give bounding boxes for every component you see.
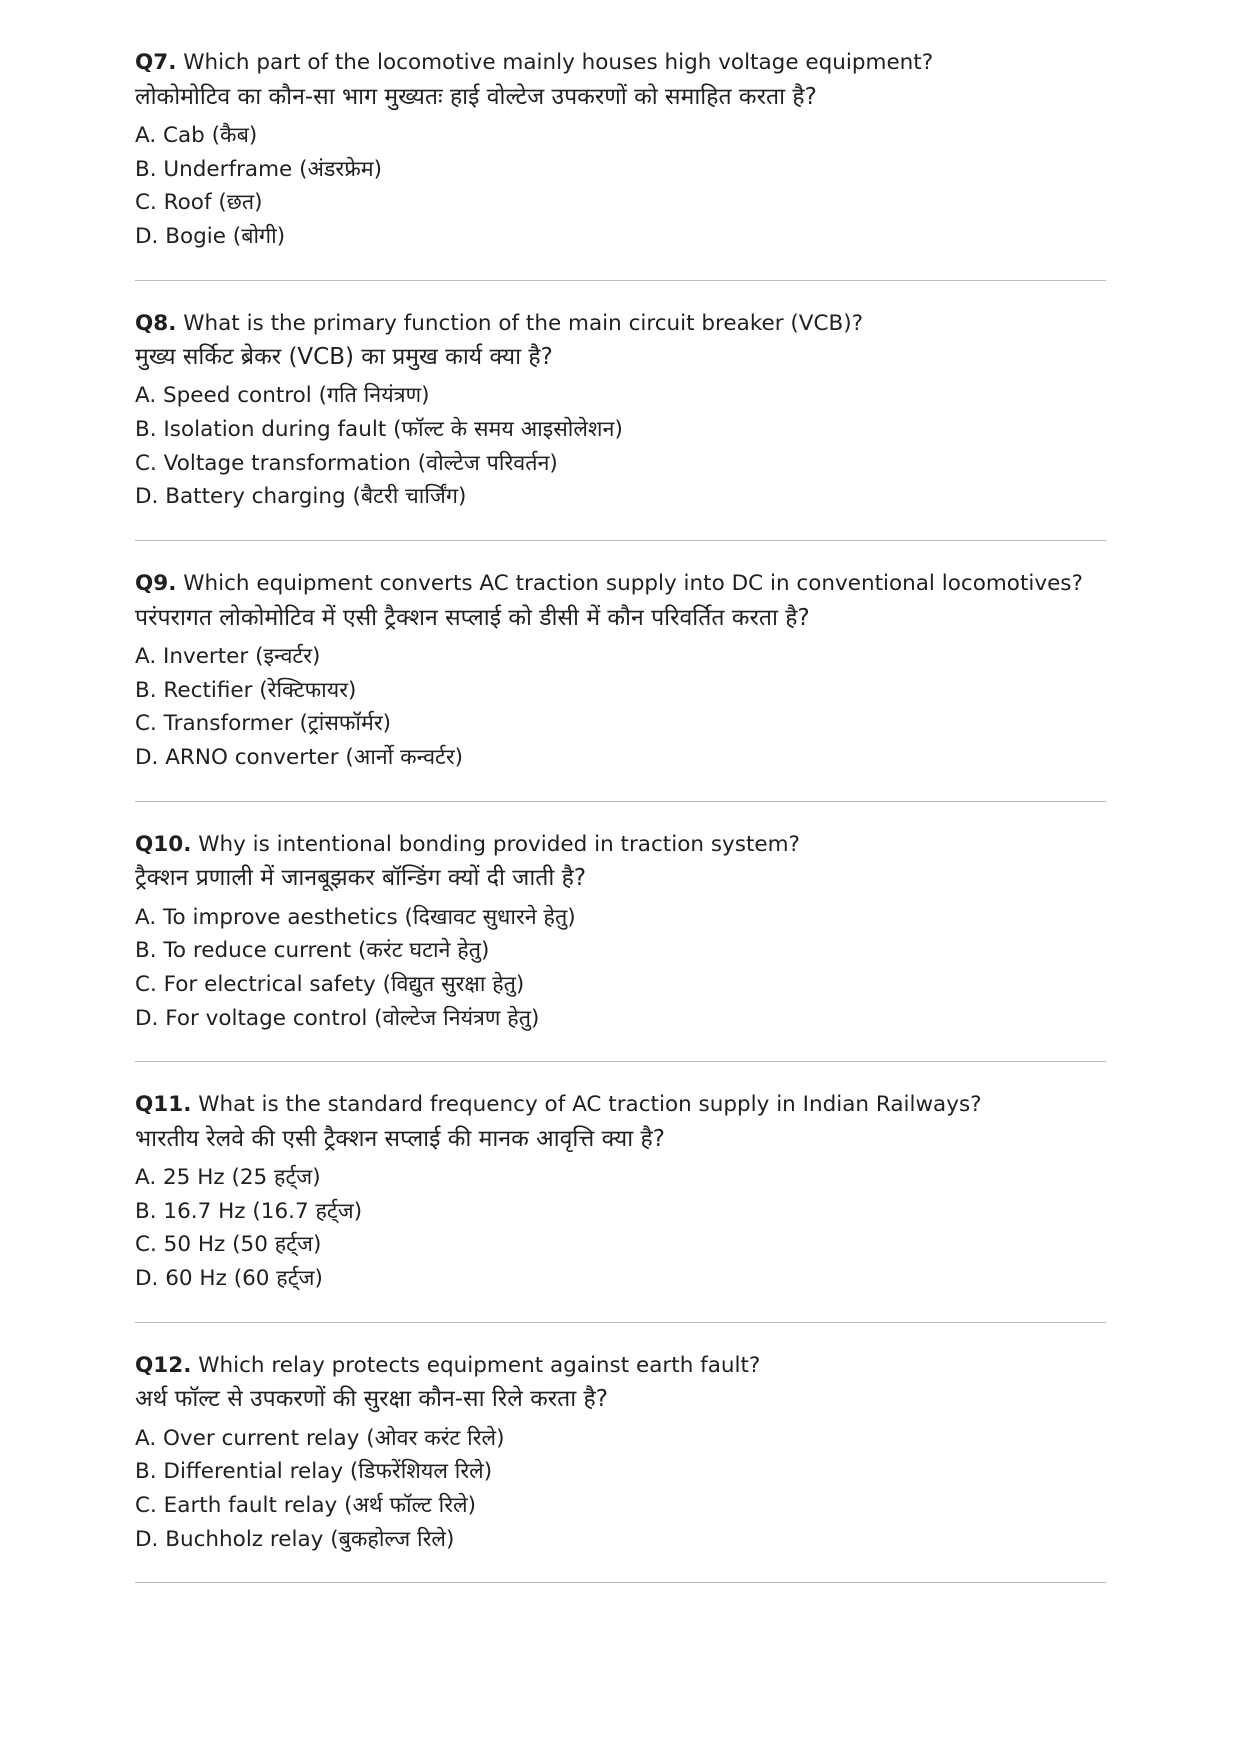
question-text-en <box>135 1090 1106 1121</box>
question-block <box>135 569 1106 775</box>
question-block <box>135 309 1106 515</box>
section-divider <box>135 1061 1106 1062</box>
question-label: Q10. <box>135 831 192 857</box>
section-divider <box>135 1322 1106 1323</box>
question-text-en <box>135 48 1106 79</box>
option-a: A. Over current relay (ओवर करंट रिले) <box>135 1425 505 1451</box>
option-a: A. Inverter (इन्वर्टर) <box>135 643 321 669</box>
option-b: B. Differential relay (डिफरेंशियल रिले) <box>135 1459 493 1485</box>
section-divider <box>135 280 1106 281</box>
question-block <box>135 48 1106 254</box>
option-d: D. 60 Hz (60 हर्ट्ज) <box>135 1266 323 1292</box>
question-block <box>135 830 1106 1036</box>
question-label: Q8. <box>135 310 177 336</box>
question-hi: लोकोमोटिव का कौन-सा भाग मुख्यतः हाई वोल्टेज उपकरणों को समाहित करता है? <box>135 83 817 110</box>
option-a: A. To improve aesthetics (दिखावट सुधारने हेतु) <box>135 904 576 930</box>
option-a: A. Cab (कैब) <box>135 122 258 148</box>
section-divider <box>135 540 1106 541</box>
option-c: C. Earth fault relay (अर्थ फॉल्ट रिले) <box>135 1492 476 1518</box>
question-hi: परंपरागत लोकोमोटिव में एसी ट्रैक्शन सप्लाई को डीसी में कौन परिवर्तित करता है? <box>135 604 810 631</box>
option-b: B. 16.7 Hz (16.7 हर्ट्ज) <box>135 1198 363 1224</box>
question-label: Q12. <box>135 1352 192 1378</box>
question-en: Which part of the locomotive mainly houses high voltage equipment? <box>183 50 934 75</box>
section-divider <box>135 1582 1106 1583</box>
question-text-en <box>135 569 1106 600</box>
question-hi: भारतीय रेलवे की एसी ट्रैक्शन सप्लाई की मानक आवृत्ति क्या है? <box>135 1125 665 1152</box>
option-b: B. To reduce current (करंट घटाने हेतु) <box>135 938 490 964</box>
question-label: Q7. <box>135 50 177 75</box>
option-d: D. Buchholz relay (बुकहोल्ज रिले) <box>135 1526 455 1552</box>
option-d: D. For voltage control (वोल्टेज नियंत्रण हेतु) <box>135 1005 540 1031</box>
option-d: D. Battery charging (बैटरी चार्जिंग) <box>135 484 467 510</box>
option-c: C. Roof (छत) <box>135 190 263 216</box>
question-text-en <box>135 1351 1106 1382</box>
option-c: C. 50 Hz (50 हर्ट्ज) <box>135 1232 322 1258</box>
question-en: Which relay protects equipment against earth fault? <box>198 1352 761 1378</box>
question-label: Q9. <box>135 571 177 597</box>
question-hi: ट्रैक्शन प्रणाली में जानबूझकर बॉन्डिंग क्यों दी जाती है? <box>135 865 587 892</box>
question-hi: मुख्य सर्किट ब्रेकर (VCB) का प्रमुख कार्य क्या है? <box>135 344 553 371</box>
option-c: C. Transformer (ट्रांसफॉर्मर) <box>135 711 392 737</box>
question-block <box>135 1351 1106 1557</box>
question-label: Q11. <box>135 1092 192 1118</box>
question-en: Which equipment converts AC traction supply into DC in conventional locomotives? <box>183 571 1083 597</box>
option-a: A. 25 Hz (25 हर्ट्ज) <box>135 1165 321 1191</box>
question-text-en <box>135 830 1106 861</box>
question-en: What is the standard frequency of AC traction supply in Indian Railways? <box>198 1092 982 1118</box>
section-divider <box>135 801 1106 802</box>
question-text-en <box>135 309 1106 340</box>
option-a: A. Speed control (गति नियंत्रण) <box>135 383 430 409</box>
option-c: C. Voltage transformation (वोल्टेज परिवर्तन) <box>135 450 558 476</box>
question-en: What is the primary function of the main circuit breaker (VCB)? <box>183 310 864 336</box>
option-b: B. Isolation during fault (फॉल्ट के समय आइसोलेशन) <box>135 417 623 443</box>
option-b: B. Underframe (अंडरफ्रेम) <box>135 156 383 182</box>
question-block <box>135 1090 1106 1296</box>
question-en: Why is intentional bonding provided in traction system? <box>198 831 800 857</box>
question-hi: अर्थ फॉल्ट से उपकरणों की सुरक्षा कौन-सा रिले करता है? <box>135 1386 608 1413</box>
option-c: C. For electrical safety (विद्युत सुरक्षा हेतु) <box>135 971 525 997</box>
option-b: B. Rectifier (रेक्टिफायर) <box>135 677 357 703</box>
option-d: D. Bogie (बोगी) <box>135 223 286 249</box>
option-d: D. ARNO converter (आर्नो कन्वर्टर) <box>135 744 464 770</box>
